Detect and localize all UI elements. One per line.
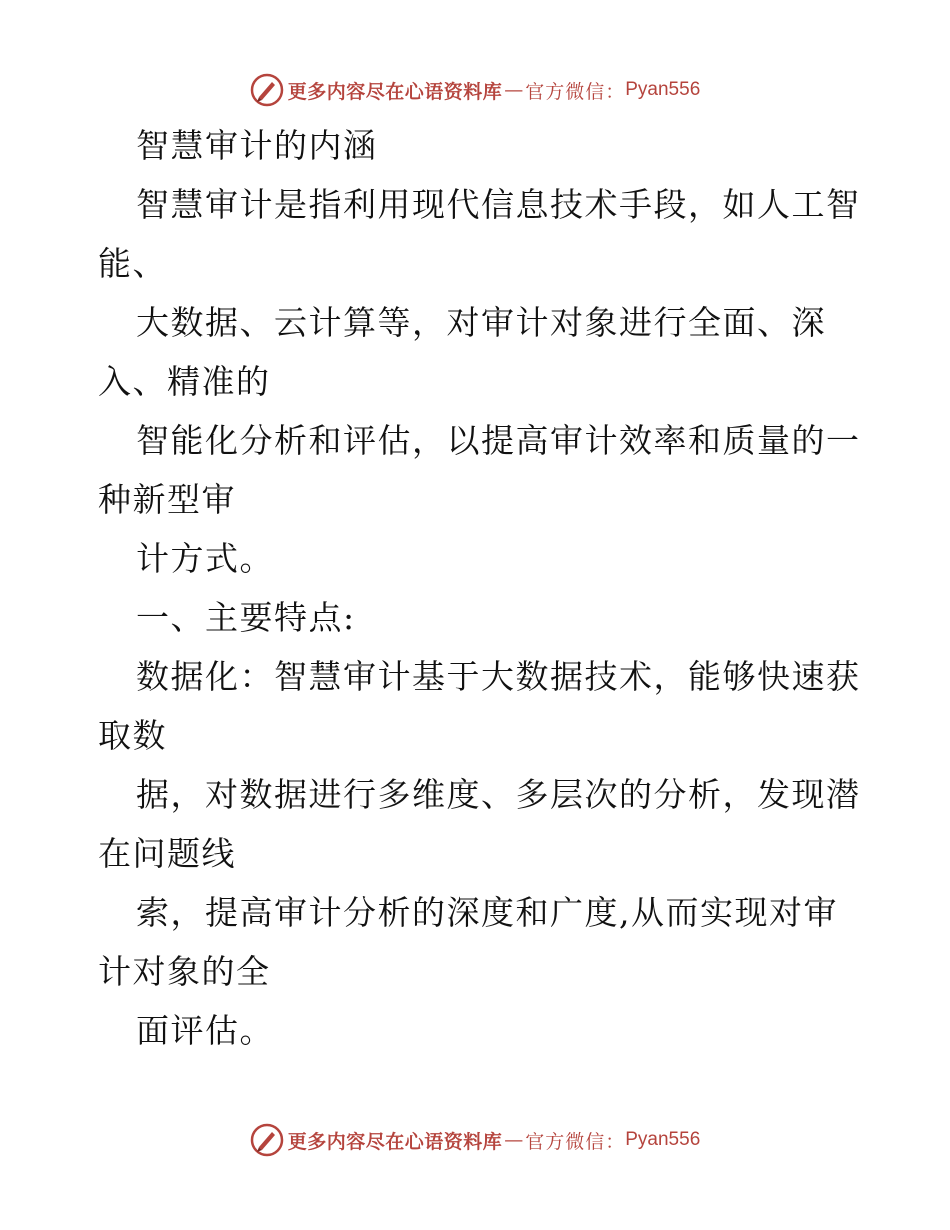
banner-title: 更多内容尽在心语资料库: [287, 80, 503, 103]
footer-banner: [0, 1120, 950, 1160]
banner-wechat-label: 官方微信：: [525, 1130, 626, 1153]
text-line: 智能化分析和评估，以提高审计效率和质量的一: [136, 421, 861, 460]
text-line: 据，对数据进行多维度、多层次的分析，发现潜: [136, 775, 861, 814]
text-line: 索，提高审计分析的深度和广度,从而实现对审: [136, 893, 838, 932]
text-line: 智慧审计的内涵: [136, 126, 378, 165]
pen-logo-icon: [250, 73, 284, 107]
text-line: 入、精准的: [98, 362, 271, 401]
text-line: 取数: [98, 716, 167, 755]
pen-logo-icon: [250, 1123, 284, 1157]
banner-dash: —: [504, 1129, 524, 1151]
header-banner: [0, 70, 950, 110]
text-line: 数据化：智慧审计基于大数据技术，能够快速获: [136, 657, 861, 696]
text-line: 一、主要特点:: [136, 598, 356, 637]
text-line: 计方式。: [136, 539, 274, 578]
text-line: 大数据、云计算等，对审计对象进行全面、深: [136, 303, 826, 342]
banner-title: 更多内容尽在心语资料库: [287, 1130, 503, 1153]
text-line: 智慧审计是指利用现代信息技术手段，如人工智: [136, 185, 861, 224]
banner-wechat-label: 官方微信：: [525, 80, 626, 103]
banner-dash: —: [504, 79, 524, 101]
banner-wechat-id: Pyan556: [625, 1129, 701, 1150]
document-body: [98, 116, 861, 1060]
text-line: 种新型审: [98, 480, 236, 519]
text-line: 在问题线: [98, 834, 236, 873]
text-line: 面评估。: [136, 1011, 274, 1050]
text-line: 能、: [98, 244, 167, 283]
banner-wechat-id: Pyan556: [625, 79, 701, 100]
text-line: 计对象的全: [98, 952, 271, 991]
